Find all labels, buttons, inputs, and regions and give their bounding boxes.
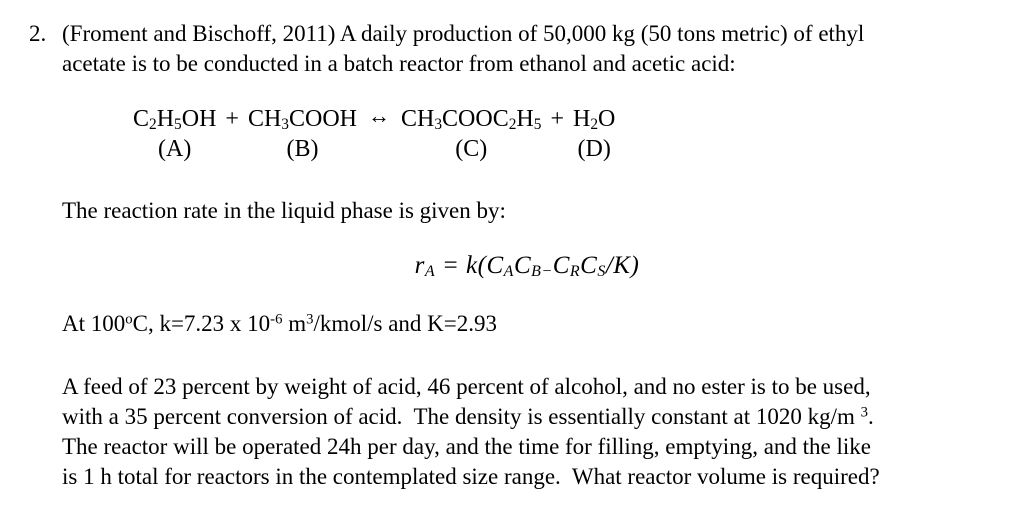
species-b-formula: $CH_3COOH$ (247, 106, 357, 133)
species-a-formula: $C_2H_5OH$ (133, 106, 217, 133)
species-c-label: (C) (455, 136, 488, 162)
species-b (248, 104, 357, 164)
species-b-label: (B) (286, 136, 319, 162)
reaction-equation (133, 104, 992, 164)
species-d-formula: $H_2O$ (572, 106, 616, 133)
rate-equation: $r_A = k(C_AC_{B-}C_RC_S/K)$ (414, 252, 640, 280)
species-a-label: (A) (158, 136, 192, 162)
problem-intro-line-2: acetate is to be conducted in a batch reactor from ethanol and acetic acid: (62, 51, 736, 76)
problem-intro-line-1: (Froment and Bischoff, 2011) A daily production of 50,000 kg (50 tons metric) of ethyl (62, 21, 865, 46)
species-c (401, 104, 541, 164)
body-line-2: with a 35 percent conversion of acid. The density is essentially constant at 1020 kg/m $^3$. (62, 404, 874, 429)
equilibrium-arrow-icon: ↔ (368, 103, 390, 128)
rate-intro-text: The reaction rate in the liquid phase is given by: (62, 198, 506, 223)
problem-number: 2. (29, 21, 47, 46)
problem-body-paragraph (62, 372, 992, 492)
plus-sign: + (225, 106, 239, 132)
problem-statement (29, 19, 992, 79)
body-line-1: A feed of 23 percent by weight of acid, 46 percent of alcohol, and no ester is to be used, (62, 374, 871, 399)
problem-content (29, 19, 992, 492)
species-d (573, 104, 615, 164)
species-c-formula: $CH_3COOC_2H_5$ (401, 106, 542, 133)
species-a (133, 104, 216, 164)
constants-line: At 100$^o$C, k=7.23 x $10^{-6}$ $m^3/kmol/s$ and K=2.93 (62, 311, 497, 336)
plus-sign: + (550, 106, 564, 132)
species-d-label: (D) (577, 136, 611, 162)
body-line-4: is 1 h total for reactors in the contemplated size range. What reactor volume is required? (62, 464, 880, 489)
body-line-3: The reactor will be operated 24h per day, and the time for filling, emptying, and the like (62, 434, 871, 459)
